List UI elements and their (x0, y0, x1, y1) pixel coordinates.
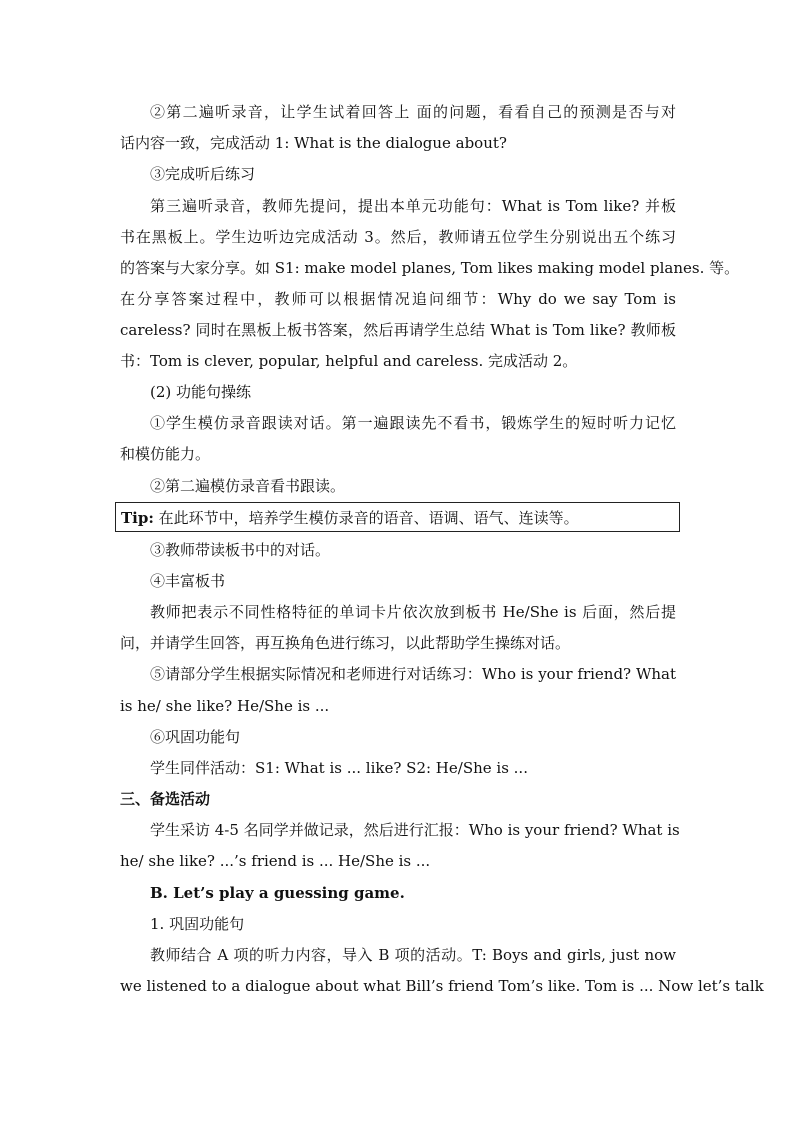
text-line: 学生同伴活动：S1: What is ... like? S2: He/She is ... (150, 759, 528, 777)
text-line: ②第二遍模仿录音看书跟读。 (150, 477, 346, 495)
text-line: 学生采访 4-5 名同学并做记录，然后进行汇报：Who is your friend? What is (150, 821, 680, 839)
text-line: ③完成听后练习 (150, 165, 256, 183)
text-line: 书：Tom is clever, popular, helpful and careless. 完成活动 2。 (120, 352, 578, 370)
text-line: he/ she like? ...’s friend is ... He/She is ... (120, 852, 431, 870)
text-line: 教师把表示不同性格特征的单词卡片依次放到板书 He/She is 后面，然后提 (150, 603, 676, 621)
section-heading: B. Let’s play a guessing game. (150, 884, 405, 902)
text-line: 教师结合 A 项的听力内容，导入 B 项的活动。T: Boys and girls, just now (150, 946, 676, 964)
text-line: 的答案与大家分享。如 S1: make model planes, Tom likes making model planes. 等。 (120, 259, 740, 277)
text-line: ②第二遍听录音，让学生试着回答上 面的问题，看看自己的预测是否与对 (150, 103, 676, 121)
tip-label: Tip: (121, 509, 154, 527)
tip-text: 在此环节中，培养学生模仿录音的语音、语调、语气、连读等。 (153, 509, 579, 527)
text-line: 和模仿能力。 (120, 445, 211, 463)
text-line: ③教师带读板书中的对话。 (150, 541, 331, 559)
text-line: is he/ she like? He/She is ... (120, 697, 330, 715)
text-line: we listened to a dialogue about what Bill’s friend Tom’s like. Tom is ... Now let’s talk (120, 977, 764, 995)
text-line: 1. 巩固功能句 (150, 915, 245, 933)
text-line: 书在黑板上。学生边听边完成活动 3。然后，教师请五位学生分别说出五个练习 (120, 228, 676, 246)
text-line: 问，并请学生回答，再互换角色进行练习，以此帮助学生操练对话。 (120, 634, 571, 652)
text-line: 话内容一致，完成活动 1: What is the dialogue about? (120, 134, 507, 152)
text-line: ①学生模仿录音跟读对话。第一遍跟读先不看书，锻炼学生的短时听力记忆 (150, 414, 676, 432)
text-line: ④丰富板书 (150, 572, 226, 590)
section-heading: (2) 功能句操练 (150, 383, 252, 401)
tip-line (121, 508, 579, 528)
section-heading: 三、备选活动 (120, 790, 211, 808)
text-line: ⑤请部分学生根据实际情况和老师进行对话练习：Who is your friend? What (150, 665, 676, 683)
text-line: 第三遍听录音，教师先提问，提出本单元功能句：What is Tom like? 并板 (150, 197, 676, 215)
text-line: 在分享答案过程中，教师可以根据情况追问细节：Why do we say Tom is (120, 290, 676, 308)
text-line: ⑥巩固功能句 (150, 728, 241, 746)
tip-box (115, 502, 680, 532)
text-line: careless? 同时在黑板上板书答案，然后再请学生总结 What is Tom like? 教师板 (120, 321, 676, 339)
